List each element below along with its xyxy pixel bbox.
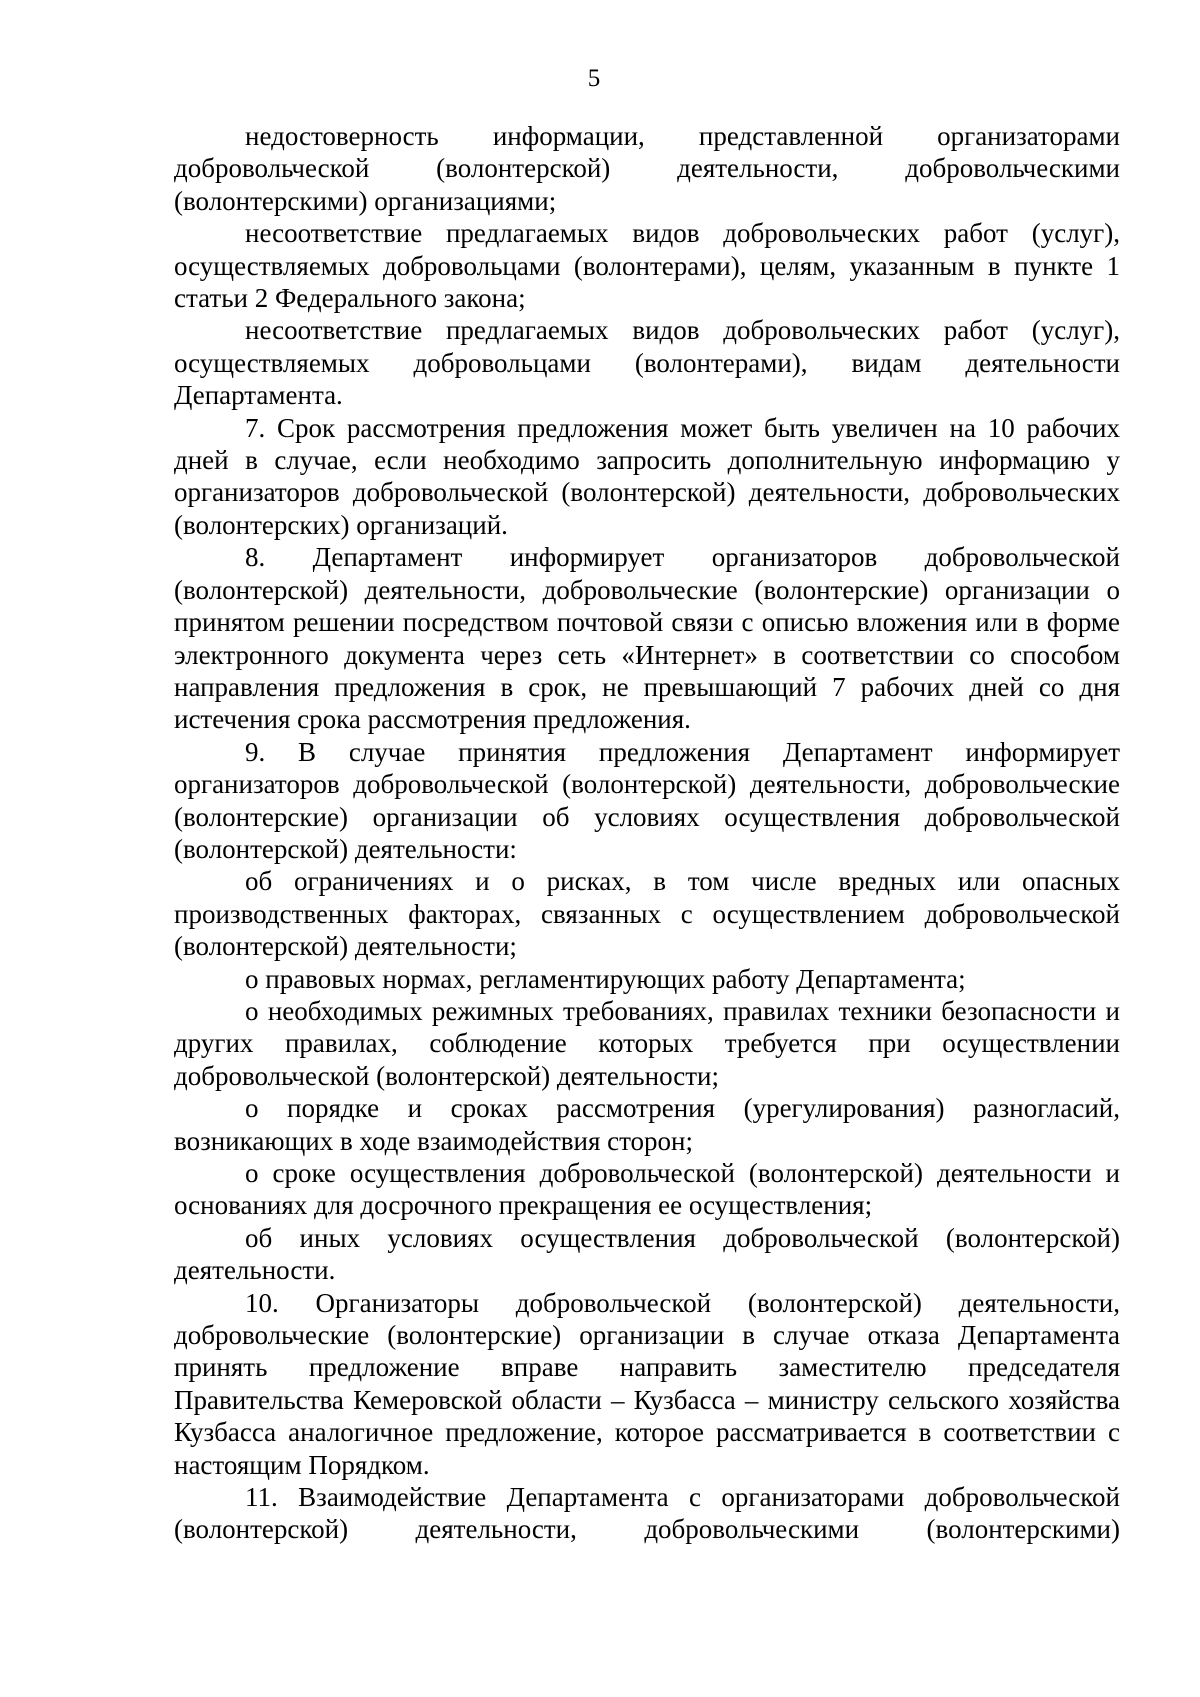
paragraph-item-10: 10. Организаторы добровольческой (волонтерской) деятельности, добровольческие (волонтерские) организации в случае отказа Департамента принять предложение вправе направить заместителю председателя Правительства Кемеровской области – Кузбасса – министру сельского хозяйства Кузбасса аналогичное предложение, которое рассматривается в соответствии с настоящим Порядком. bbox=[174, 1287, 1120, 1480]
paragraph-term-of-activity: о сроке осуществления добровольческой (волонтерской) деятельности и основаниях для досрочного прекращения ее осуществления; bbox=[174, 1158, 1120, 1221]
paragraph-item-11: 11. Взаимодействие Департамента с организаторами добровольческой (волонтерской) деятельности, добровольческими (волонтерскими) bbox=[174, 1482, 1120, 1545]
paragraph-other-conditions: об иных условиях осуществления добровольческой (волонтерской) деятельности. bbox=[174, 1222, 1120, 1286]
paragraph-activity-types-mismatch: несоответствие предлагаемых видов добровольческих работ (услуг), осуществляемых добровольцами (волонтерами), видам деятельности Департамента. bbox=[174, 315, 1120, 411]
paragraph-safety-requirements: о необходимых режимных требованиях, правилах техники безопасности и других правилах, соблюдение которых требуется при осуществлении добровольческой (волонтерской) деятельности; bbox=[174, 995, 1120, 1091]
paragraph-legal-norms: о правовых нормах, регламентирующих работу Департамента; bbox=[245, 963, 966, 994]
paragraph-item-8: 8. Департамент информирует организаторов добровольческой (волонтерской) деятельности, добровольческие (волонтерские) организации о принятом решении посредством почтовой связи с описью вложения или в форме электронного документа через сеть «Интернет» в соответствии со способом направления предложения в срок, не превышающий 7 рабочих дней со дня истечения срока рассмотрения предложения. bbox=[174, 542, 1120, 735]
paragraph-goals-mismatch: несоответствие предлагаемых видов добровольческих работ (услуг), осуществляемых добровольцами (волонтерами), целям, указанным в пункте 1 статьи 2 Федерального закона; bbox=[174, 218, 1120, 314]
paragraph-item-7: 7. Срок рассмотрения предложения может быть увеличен на 10 рабочих дней в случае, если необходимо запросить дополнительную информацию у организаторов добровольческой (волонтерской) деятельности, добровольческих (волонтерских) организаций. bbox=[174, 412, 1120, 540]
document-body bbox=[174, 120, 1120, 1546]
paragraph-disagreements: о порядке и сроках рассмотрения (урегулирования) разногласий, возникающих в ходе взаимодействия сторон; bbox=[174, 1093, 1120, 1156]
paragraph-inaccurate-information: недостоверность информации, представленной организаторами добровольческой (волонтерской) деятельности, добровольческими (волонтерскими) организациями; bbox=[174, 121, 1120, 216]
paragraph-item-9: 9. В случае принятия предложения Департамент информирует организаторов добровольческой (волонтерской) деятельности, добровольческие (волонтерские) организации об условиях осуществления добровольческой (волонтерской) деятельности: bbox=[174, 736, 1120, 864]
paragraph-restrictions-and-risks: об ограничениях и о рисках, в том числе вредных или опасных производственных факторах, связанных с осуществлением добровольческой (волонтерской) деятельности; bbox=[174, 866, 1120, 962]
page-number: 5 bbox=[587, 65, 601, 92]
